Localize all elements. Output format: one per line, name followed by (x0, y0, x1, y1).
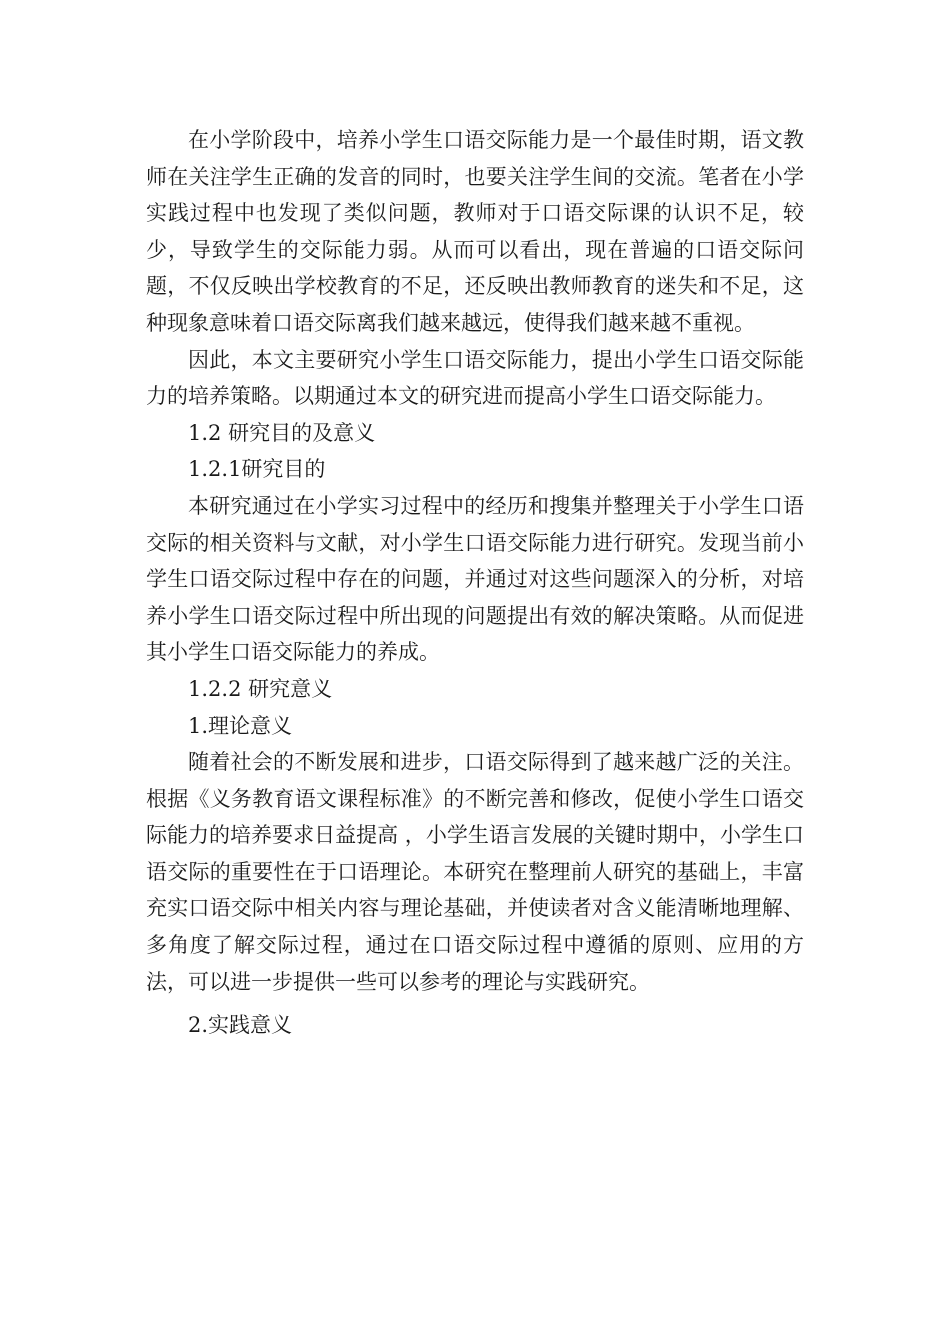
document-page (146, 122, 804, 1044)
research-purpose-paragraph: 本研究通过在小学实习过程中的经历和搜集并整理关于小学生口语交际的相关资料与文献，对小学生口语交际能力进行研究。发现当前小学生口语交际过程中存在的问题，并通过对这些问题深入的分析，对培养小学生口语交际过程中所出现的问题提出有效的解决策略。从而促进其小学生口语交际能力的养成。 (146, 493, 804, 665)
practice-significance-heading: 2.实践意义 (188, 1013, 293, 1038)
section-1-2-heading: 1.2 研究目的及意义 (188, 420, 376, 445)
intro-paragraph-1: 在小学阶段中，培养小学生口语交际能力是一个最佳时期，语文教师在关注学生正确的发音的同时，也要关注学生间的交流。笔者在小学实践过程中也发现了类似问题，教师对于口语交际课的认识不足，较少，导致学生的交际能力弱。从而可以看出，现在普遍的口语交际问题，不仅反映出学校教育的不足，还反映出教师教育的迷失和不足，这种现象意味着口语交际离我们越来越远，使得我们越来越不重视。 (146, 128, 804, 335)
section-1-2-1-heading: 1.2.1研究目的 (188, 457, 326, 482)
theory-significance-paragraph: 随着社会的不断发展和进步，口语交际得到了越来越广泛的关注。根据《义务教育语文课程标准》的不断完善和修改，促使小学生口语交际能力的培养要求日益提高 ，小学生语言发展的关键时期中，小学生口语交际的重要性在于口语理论。本研究在整理前人研究的基础上，丰富充实口语交际中相关内容与理论基础，并使读者对含义能清晰地理解、多角度了解交际过程，通过在口语交际过程中遵循的原则、应用的方法，可以进一步提供一些可以参考的理论与实践研究。 (146, 750, 804, 994)
section-1-2-2-heading: 1.2.2 研究意义 (188, 676, 333, 701)
intro-paragraph-2: 因此，本文主要研究小学生口语交际能力，提出小学生口语交际能力的培养策略。以期通过本文的研究进而提高小学生口语交际能力。 (146, 347, 804, 409)
theory-significance-heading: 1.理论意义 (188, 713, 293, 738)
